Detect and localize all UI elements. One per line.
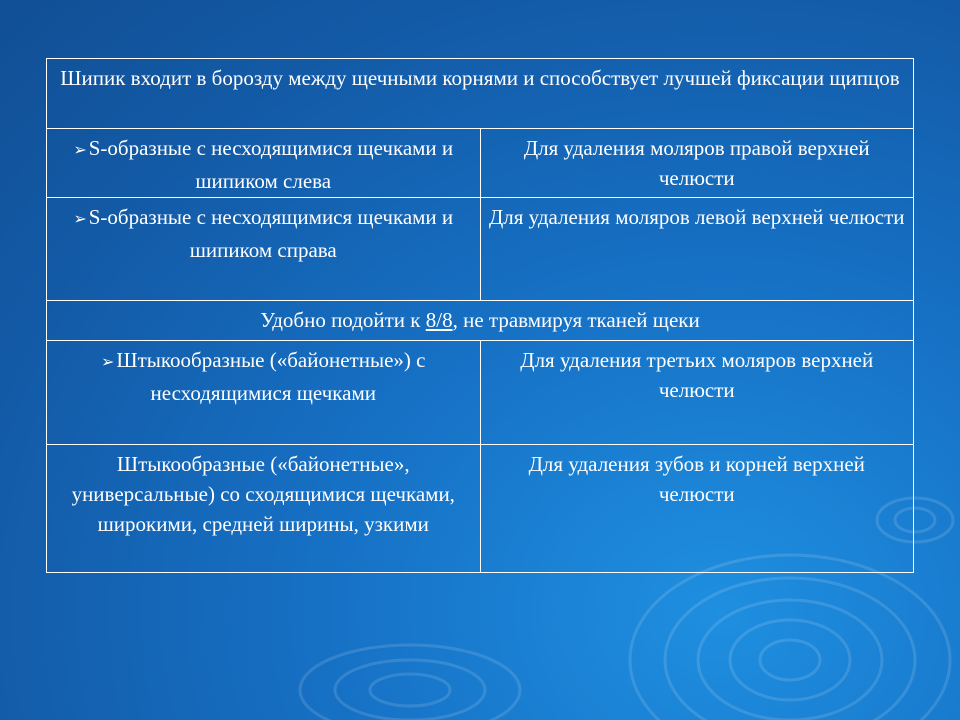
- header-text: Шипик входит в борозду между щечными корнями и способствует лучшей фиксации щипцов: [60, 66, 900, 90]
- table-row: [47, 59, 914, 129]
- table-row: [47, 198, 914, 301]
- tooth-formula: 8/8: [425, 308, 453, 332]
- right-cell: [480, 198, 914, 301]
- middle-cell: [47, 301, 914, 341]
- middle-text-before: Удобно подойти к: [260, 308, 426, 332]
- arrow-bullet-icon: ➢: [73, 142, 87, 159]
- table-row: [47, 301, 914, 341]
- right-text: Для удаления моляров правой верхней челюсти: [523, 136, 870, 190]
- right-cell: [480, 341, 914, 445]
- arrow-bullet-icon: ➢: [73, 211, 87, 228]
- table-row: [47, 341, 914, 445]
- table-row: [47, 129, 914, 198]
- left-cell: [47, 341, 481, 445]
- arrow-bullet-icon: ➢: [101, 354, 115, 371]
- right-cell: [480, 129, 914, 198]
- forceps-table: [46, 58, 914, 573]
- right-text: Для удаления зубов и корней верхней челюсти: [528, 452, 865, 506]
- right-cell: [480, 445, 914, 573]
- middle-text-after: , не травмируя тканей щеки: [452, 308, 700, 332]
- header-cell: [47, 59, 914, 129]
- left-text: S-образные с несходящимися щечками и шипиком слева: [88, 136, 454, 193]
- left-text: Штыкообразные («байонетные») с несходящимися щечками: [116, 348, 426, 405]
- table-row: [47, 445, 914, 573]
- left-cell: [47, 129, 481, 198]
- right-text: Для удаления третьих моляров верхней челюсти: [520, 348, 874, 402]
- left-cell: [47, 198, 481, 301]
- left-text: S-образные с несходящимися щечками и шипиком справа: [88, 205, 454, 262]
- left-cell: [47, 445, 481, 573]
- right-text: Для удаления моляров левой верхней челюсти: [488, 205, 905, 229]
- left-text: Штыкообразные («байонетные», универсальные) со сходящимися щечками, широкими, средней ширины, узкими: [71, 452, 455, 536]
